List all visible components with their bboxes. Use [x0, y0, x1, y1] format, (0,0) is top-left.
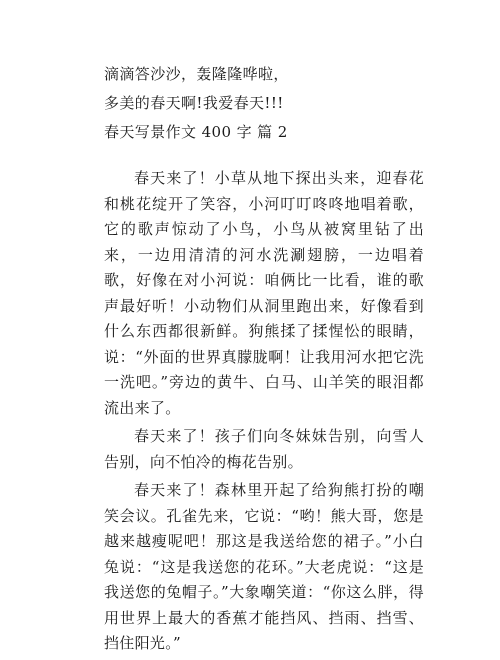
poem-line: 滴滴答沙沙，轰隆隆哗啦， [104, 65, 289, 83]
article-body [104, 166, 424, 660]
paragraph: 春天来了！孩子们向冬妹妹告别，向雪人告别，向不怕冷的梅花告别。 [104, 427, 424, 471]
paragraph: 春天来了！森林里开起了给狗熊打扮的嘲笑会议。孔雀先来，它说：“哟！熊大哥，您是越来越瘦呢吧！那这是我送给您的裙子。”小白兔说：“这是我送您的花环。”大老虎说：“这是我送您的兔帽子。”大象嘲笑道：“你这么胖，得用世界上最大的香蕉才能挡风、挡雨、挡雪、挡住阳光。” [104, 481, 424, 652]
paragraph: 春天来了！小草从地下探出头来，迎春花和桃花绽开了笑容，小河叮叮咚咚地唱着歌，它的歌声惊动了小鸟，小鸟从被窝里钻了出来，一边用清清的河水洗涮翅膀，一边唱着歌，好像在对小河说：咱俩比一比看，谁的歌声最好听！小动物们从洞里跑出来，好像看到什么东西都很新鲜。狗熊揉了揉惺忪的眼睛，说：“外面的世界真朦胧啊！让我用河水把它洗一洗吧。”旁边的黄牛、白马、山羊笑的眼泪都流出来了。 [104, 169, 424, 417]
section-heading: 春天写景作文 400 字 篇 2 [104, 123, 288, 141]
poem-line: 多美的春天啊!我爱春天!!! [104, 94, 284, 112]
poem-block [104, 60, 464, 147]
